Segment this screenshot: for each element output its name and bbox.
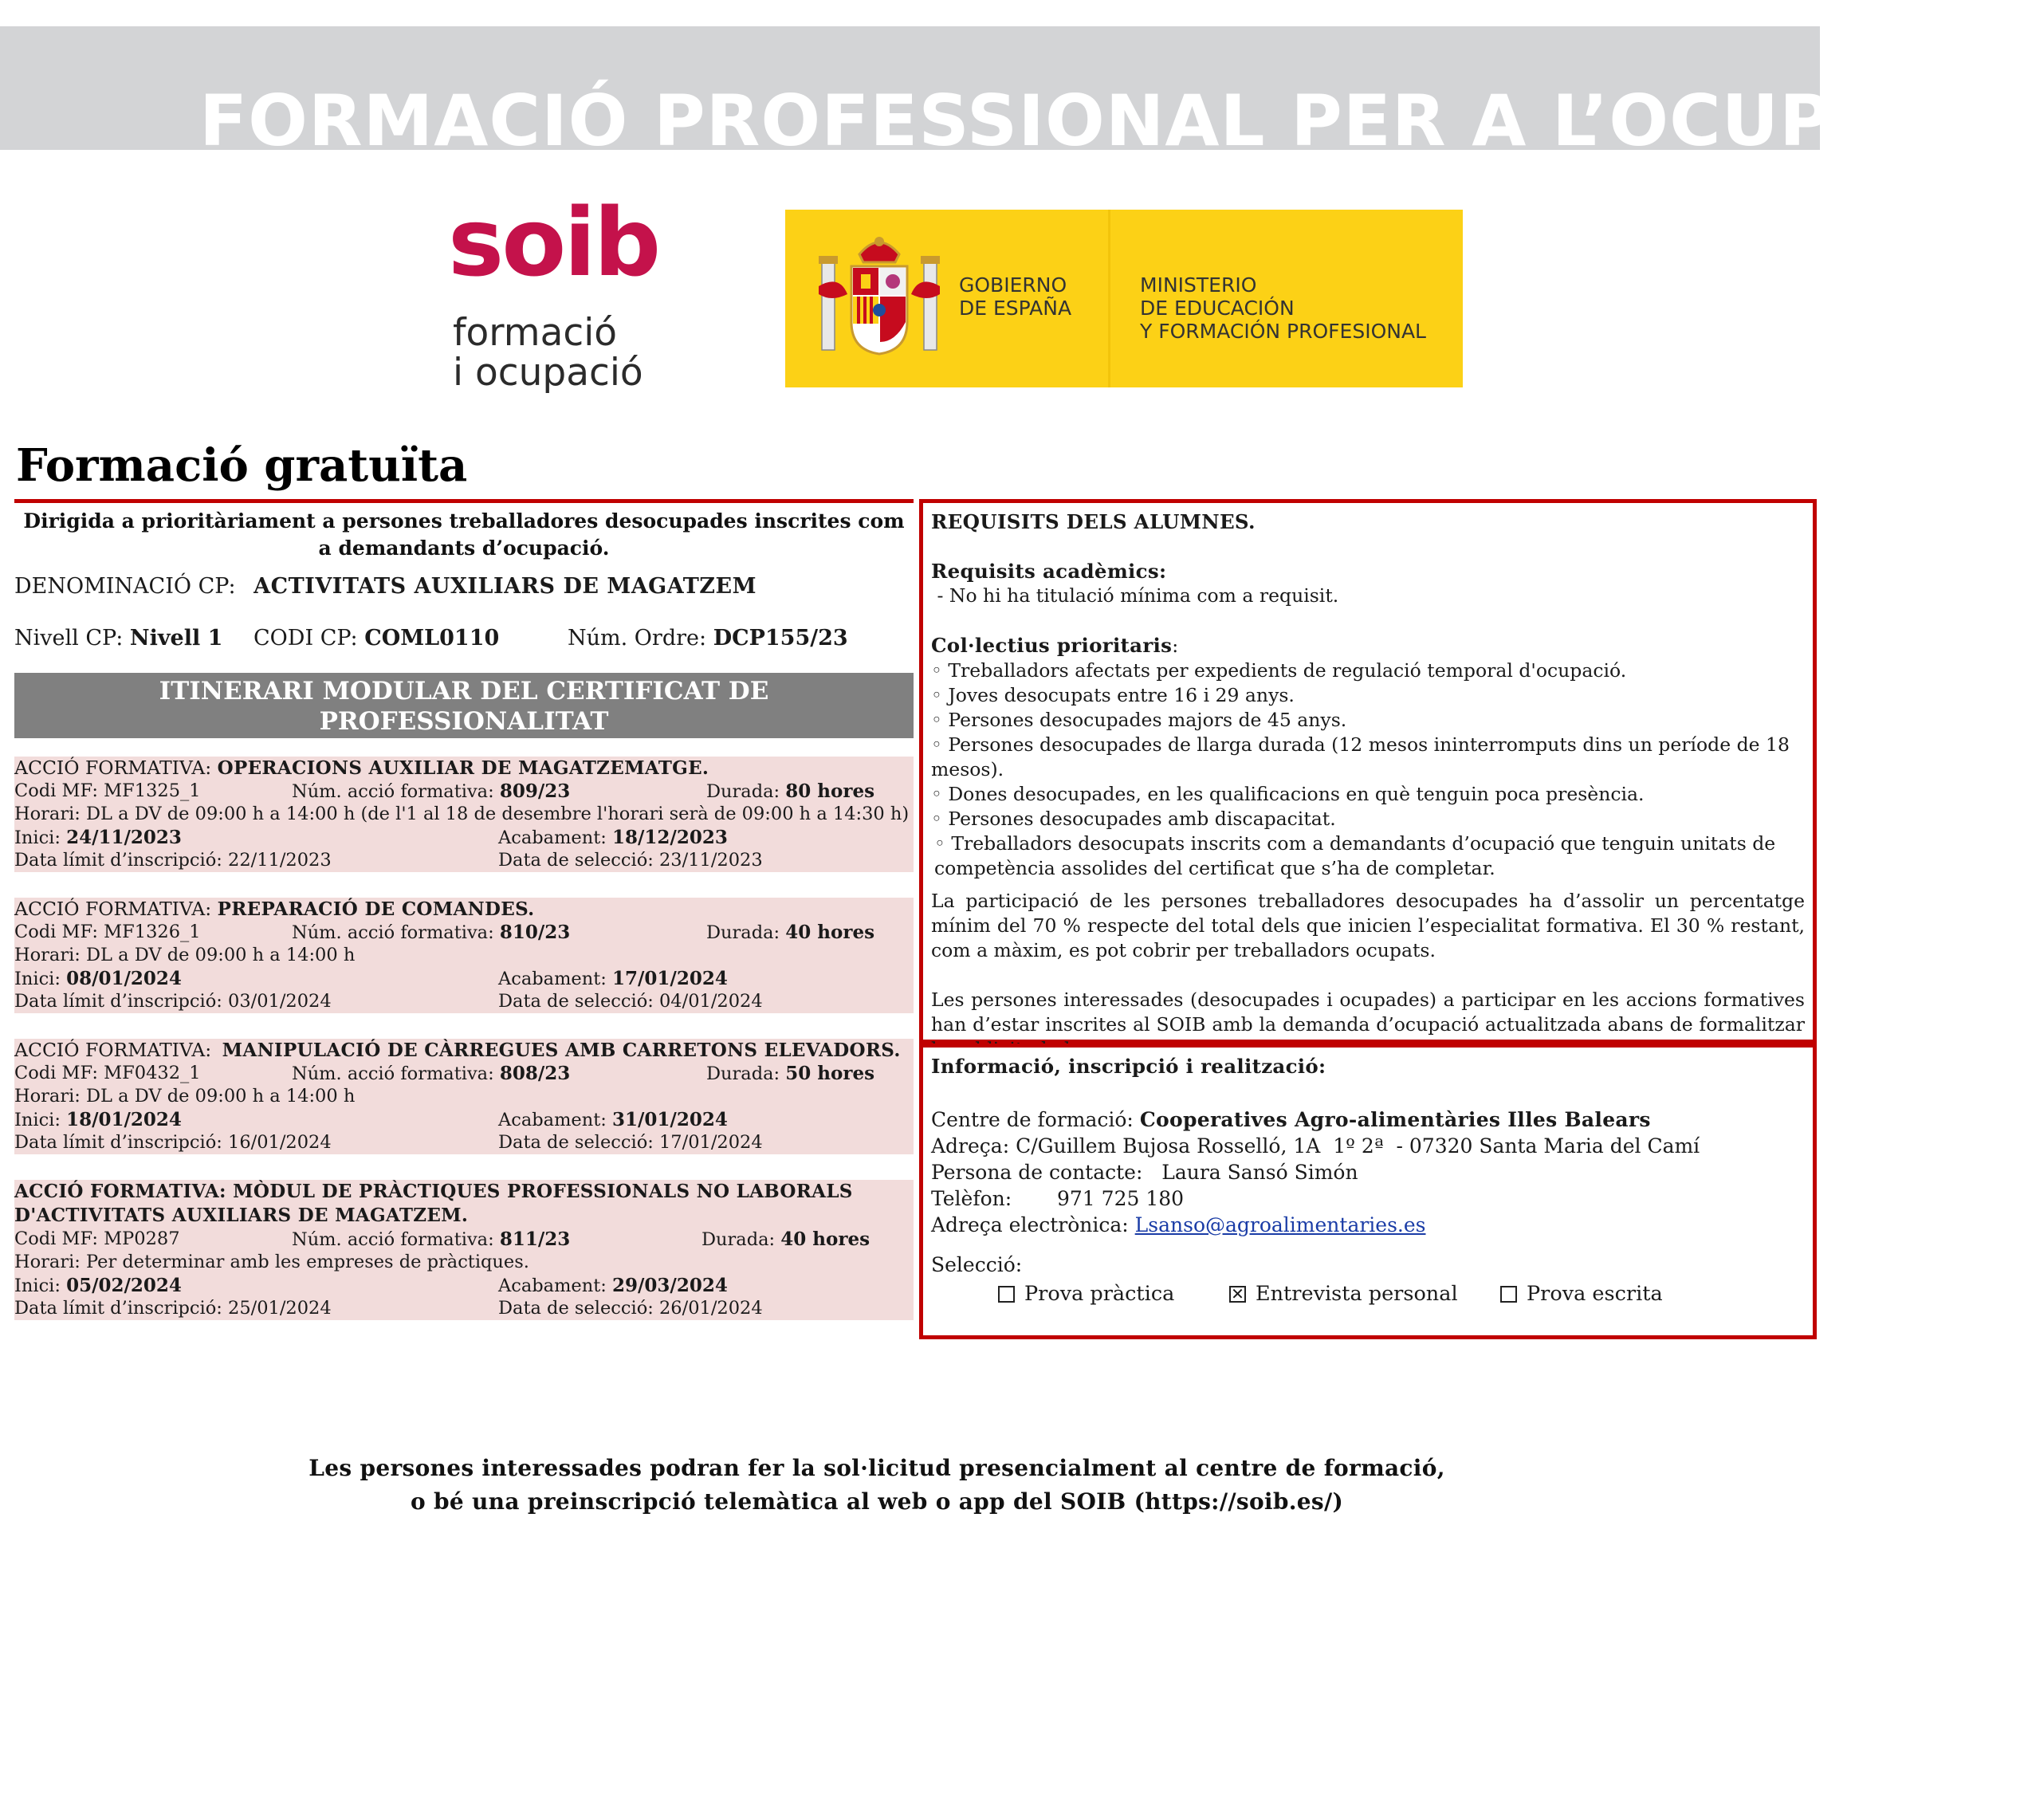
telefon-row xyxy=(931,1185,1805,1212)
action-label: ACCIÓ FORMATIVA: xyxy=(14,898,212,920)
acabament-label: Acabament: xyxy=(498,1110,607,1130)
action-horari: Horari: DL a DV de 09:00 h a 14:00 h xyxy=(14,945,356,965)
centre-value: Cooperatives Agro-alimentàries Illes Balears xyxy=(1139,1108,1651,1131)
target-audience-text: Dirigida a prioritàriament a persones treballadores desocupades inscrites com a demandants d’ocupació. xyxy=(23,509,905,560)
inici xyxy=(14,1108,182,1132)
telefon-label: Telèfon: xyxy=(931,1187,1012,1210)
collectius-item: ◦ Treballadors afectats per expedients de regulació temporal d'ocupació. xyxy=(931,659,1627,682)
acabament-value: 17/01/2024 xyxy=(612,968,728,989)
inici xyxy=(14,826,182,850)
codi-mf-label: Codi MF: xyxy=(14,780,98,801)
durada-value: 80 hores xyxy=(785,780,875,802)
action-title-row xyxy=(14,1039,914,1062)
inici-label: Inici: xyxy=(14,969,61,989)
left-column xyxy=(14,499,914,1320)
data-limit: Data límit d’inscripció: 16/01/2024 xyxy=(14,1132,332,1153)
num-accio xyxy=(292,780,570,804)
durada xyxy=(701,1228,870,1252)
acabament xyxy=(498,1108,728,1132)
denominacio-row xyxy=(14,573,914,600)
action-deadlines-row xyxy=(14,849,914,872)
action-name: MÒDUL DE PRÀCTIQUES PROFESSIONALS NO LABORALS D'ACTIVITATS AUXILIARS DE MAGATZEM. xyxy=(14,1181,853,1226)
inici-label: Inici: xyxy=(14,1110,61,1130)
email-link[interactable]: Lsanso@agroalimentaries.es xyxy=(1134,1213,1426,1236)
option-prova-practica[interactable] xyxy=(998,1278,1174,1310)
page-title: Formació gratuïta xyxy=(16,439,468,492)
action-horari: Horari: Per determinar amb les empreses de pràctiques. xyxy=(14,1252,529,1272)
acabament xyxy=(498,1274,728,1298)
title-underline xyxy=(14,499,914,503)
collectius-item: ◦ Persones desocupades majors de 45 anys. xyxy=(931,709,1347,731)
action-name: OPERACIONS AUXILIAR DE MAGATZEMATGE. xyxy=(217,757,709,779)
codi-mf xyxy=(14,1062,201,1085)
centre-row xyxy=(931,1107,1805,1133)
option-entrevista-personal[interactable] xyxy=(1229,1278,1458,1310)
codi-cp xyxy=(253,625,499,652)
action-block xyxy=(14,757,914,872)
num-ordre-label: Núm. Ordre: xyxy=(568,626,707,651)
soib-logo-word: soib xyxy=(448,187,659,297)
data-limit: Data límit d’inscripció: 03/01/2024 xyxy=(14,991,332,1012)
soib-logo-subtitle: formació i ocupació xyxy=(453,311,643,395)
data-seleccio: Data de selecció: 04/01/2024 xyxy=(498,991,763,1012)
inici-value: 08/01/2024 xyxy=(66,968,182,989)
inici xyxy=(14,1274,182,1298)
durada-value: 40 hores xyxy=(785,922,875,943)
codi-mf xyxy=(14,780,201,803)
nivell-value: Nivell 1 xyxy=(129,626,223,651)
denominacio-value: ACTIVITATS AUXILIARS DE MAGATZEM xyxy=(253,574,757,599)
acabament xyxy=(498,826,728,850)
codi-cp-value: COML0110 xyxy=(364,626,500,651)
email-row xyxy=(931,1212,1805,1238)
data-limit: Data límit d’inscripció: 22/11/2023 xyxy=(14,850,332,871)
durada xyxy=(706,1062,874,1086)
action-block xyxy=(14,1039,914,1154)
header-banner xyxy=(0,26,2020,162)
action-label: ACCIÓ FORMATIVA: xyxy=(14,1181,226,1202)
data-seleccio: Data de selecció: 23/11/2023 xyxy=(498,850,763,871)
telefon-value: 971 725 180 xyxy=(1057,1187,1185,1210)
acabament-label: Acabament: xyxy=(498,827,607,848)
codi-mf-label: Codi MF: xyxy=(14,1228,98,1249)
info-box xyxy=(919,1044,1817,1339)
action-horari: Horari: DL a DV de 09:00 h a 14:00 h (de l'1 al 18 de desembre l'horari serà de 09:00 h a 14:30 h) xyxy=(14,804,910,824)
codi-mf-value: MP0287 xyxy=(104,1228,180,1249)
collectius-title: Col·lectius prioritaris xyxy=(931,634,1173,657)
codi-mf-label: Codi MF: xyxy=(14,922,98,942)
inici-value: 05/02/2024 xyxy=(66,1275,182,1296)
num-accio-label: Núm. acció formativa: xyxy=(292,781,494,802)
acabament-value: 18/12/2023 xyxy=(612,827,728,848)
acabament-label: Acabament: xyxy=(498,969,607,989)
action-codes-row xyxy=(14,1228,914,1251)
option-label: Prova pràctica xyxy=(1024,1282,1175,1306)
durada xyxy=(706,921,874,945)
action-codes-row xyxy=(14,780,914,803)
seleccio-label: Selecció: xyxy=(931,1253,1023,1276)
collectius-item: ◦ Persones desocupades de llarga durada (12 mesos ininterromputs dins un període de 18 mesos). xyxy=(931,733,1790,780)
adreca-row: Adreça: C/Guillem Bujosa Rosselló, 1A 1º 2ª - 07320 Santa Maria del Camí xyxy=(931,1134,1700,1158)
durada xyxy=(706,780,874,804)
collectius-item: ◦ Joves desocupats entre 16 i 29 anys. xyxy=(931,684,1295,706)
action-title-row xyxy=(14,898,914,921)
collectius-item: ◦ Treballadors desocupats inscrits com a demandants d’ocupació que tenguin unitats de competència assolides del certificat que s’ha de completar. xyxy=(934,832,1776,879)
action-name: PREPARACIÓ DE COMANDES. xyxy=(217,898,535,920)
num-accio-value: 810/23 xyxy=(499,922,571,943)
inici-label: Inici: xyxy=(14,827,61,848)
action-deadlines-row xyxy=(14,1297,914,1320)
checkbox-checked-icon[interactable]: ✕ xyxy=(1229,1286,1246,1303)
requisits-title: REQUISITS DELS ALUMNES. xyxy=(931,510,1256,533)
info-title: Informació, inscripció i realització: xyxy=(931,1055,1326,1078)
action-deadlines-row xyxy=(14,990,914,1013)
inici-label: Inici: xyxy=(14,1276,61,1296)
durada-label: Durada: xyxy=(706,1063,780,1084)
action-deadlines-row xyxy=(14,1131,914,1154)
nivell-label: Nivell CP: xyxy=(14,626,124,651)
footer-note: Les persones interessades podran fer la sol·licitud presencialment al centre de formació, o bé una preinscripció telemàtica al web o app del SOIB (https://soib.es/) xyxy=(309,1455,1445,1515)
num-accio-label: Núm. acció formativa: xyxy=(292,922,494,943)
seleccio-options xyxy=(931,1278,1805,1310)
option-label: Prova escrita xyxy=(1527,1282,1663,1306)
action-codes-row xyxy=(14,921,914,944)
data-seleccio: Data de selecció: 26/01/2024 xyxy=(498,1298,763,1319)
num-accio xyxy=(292,1228,570,1252)
cp-info-row xyxy=(14,625,914,652)
action-dates-row xyxy=(14,1274,914,1297)
action-block xyxy=(14,898,914,1013)
gobierno-espana-logo xyxy=(785,210,1463,387)
collectius-item: ◦ Dones desocupades, en les qualificacions en què tenguin poca presència. xyxy=(931,783,1645,805)
inici xyxy=(14,967,182,991)
action-codes-row xyxy=(14,1062,914,1085)
codi-cp-label: CODI CP: xyxy=(253,626,358,651)
codi-mf-value: MF0432_1 xyxy=(104,1063,201,1083)
nivell-cp xyxy=(14,625,222,652)
action-dates-row xyxy=(14,826,914,849)
durada-label: Durada: xyxy=(706,781,780,802)
requisits-box xyxy=(919,499,1817,1044)
academics-title: Requisits acadèmics: xyxy=(931,560,1167,583)
action-dates-row xyxy=(14,967,914,990)
num-accio-label: Núm. acció formativa: xyxy=(292,1229,494,1250)
email-label: Adreça electrònica: xyxy=(931,1213,1129,1236)
num-accio xyxy=(292,1062,570,1086)
ministerio-label: MINISTERIO DE EDUCACIÓN Y FORMACIÓN PROFESIONAL xyxy=(1140,273,1426,343)
option-label: Entrevista personal xyxy=(1256,1282,1458,1306)
checkbox-icon[interactable] xyxy=(998,1286,1015,1303)
acabament xyxy=(498,967,728,991)
participation-paragraph: La participació de les persones treballadores desocupades ha d’assolir un percentatge mínim del 70 % respecte del total dels que inicien l’especialitat formativa. El 30 % restant, com a màxim, es pot cobrir per treballadors ocupats. xyxy=(931,890,1805,961)
action-label: ACCIÓ FORMATIVA: xyxy=(14,1039,212,1061)
num-accio xyxy=(292,921,570,945)
num-accio-label: Núm. acció formativa: xyxy=(292,1063,494,1084)
action-block xyxy=(14,1180,914,1320)
spain-coat-of-arms-icon xyxy=(815,230,943,366)
collectius-heading xyxy=(931,633,1805,658)
academics-text: - No hi ha titulació mínima com a requisit. xyxy=(931,584,1339,607)
durada-value: 50 hores xyxy=(785,1063,875,1084)
action-name: MANIPULACIÓ DE CÀRREGUES AMB CARRETONS ELEVADORS. xyxy=(222,1040,901,1061)
codi-mf-label: Codi MF: xyxy=(14,1063,98,1083)
inici-value: 24/11/2023 xyxy=(66,827,182,848)
logo-divider xyxy=(1108,210,1110,387)
num-accio-value: 808/23 xyxy=(499,1063,571,1084)
num-accio-value: 811/23 xyxy=(499,1228,571,1250)
codi-mf xyxy=(14,921,201,944)
acabament-value: 29/03/2024 xyxy=(612,1275,728,1296)
itinerari-header: ITINERARI MODULAR DEL CERTIFICAT DE PROFESSIONALITAT xyxy=(14,673,914,738)
codi-mf xyxy=(14,1228,180,1251)
num-accio-value: 809/23 xyxy=(499,780,571,802)
gobierno-espana-label: GOBIERNO DE ESPAÑA xyxy=(959,273,1072,320)
durada-value: 40 hores xyxy=(780,1228,870,1250)
banner-title: FORMACIÓ PROFESSIONAL PER A L’OCUPACIÓ xyxy=(199,80,2020,162)
collectius-item: ◦ Persones desocupades amb discapacitat. xyxy=(931,808,1336,830)
soib-logo xyxy=(440,187,689,395)
contacte-row: Persona de contacte: Laura Sansó Simón xyxy=(931,1161,1358,1184)
registration-paragraph: Les persones interessades (desocupades i ocupades) a participar en les accions formatives han d’estar inscrites al SOIB amb la demanda d’ocupació actualitzada abans de formalitzar xyxy=(931,989,1805,1036)
durada-label: Durada: xyxy=(706,922,780,943)
inici-value: 18/01/2024 xyxy=(66,1109,182,1130)
action-dates-row xyxy=(14,1108,914,1131)
codi-mf-value: MF1326_1 xyxy=(104,922,201,942)
data-limit: Data límit d’inscripció: 25/01/2024 xyxy=(14,1298,332,1319)
data-seleccio: Data de selecció: 17/01/2024 xyxy=(498,1132,763,1153)
action-title-row xyxy=(14,757,914,780)
centre-label: Centre de formació: xyxy=(931,1108,1134,1131)
action-label: ACCIÓ FORMATIVA: xyxy=(14,757,212,779)
num-ordre-value: DCP155/23 xyxy=(713,626,848,651)
option-prova-escrita[interactable] xyxy=(1500,1278,1663,1310)
acabament-label: Acabament: xyxy=(498,1276,607,1296)
action-title-row xyxy=(14,1180,914,1228)
action-horari: Horari: DL a DV de 09:00 h a 14:00 h xyxy=(14,1086,356,1107)
durada-label: Durada: xyxy=(701,1229,776,1250)
codi-mf-value: MF1325_1 xyxy=(104,780,201,801)
collectius-colon: : xyxy=(1172,635,1179,657)
num-ordre xyxy=(568,625,848,652)
acabament-value: 31/01/2024 xyxy=(612,1109,728,1130)
denominacio-label: DENOMINACIÓ CP: xyxy=(14,574,236,599)
checkbox-icon[interactable] xyxy=(1500,1286,1517,1303)
